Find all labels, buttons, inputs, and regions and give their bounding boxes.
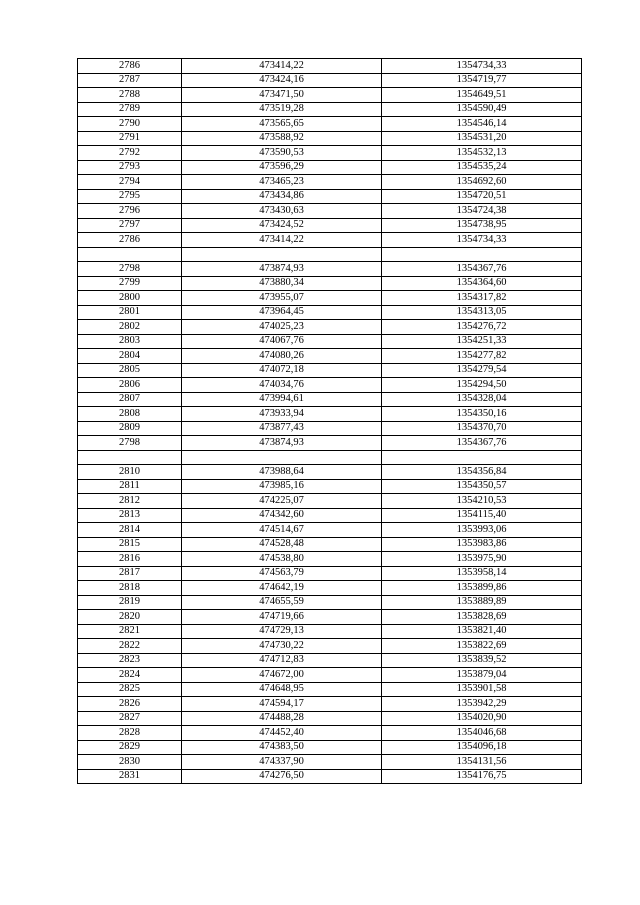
y-coordinate-cell: 1353901,58 — [382, 682, 582, 697]
x-coordinate-cell: 474648,95 — [182, 682, 382, 697]
x-coordinate-cell: 474072,18 — [182, 363, 382, 378]
table-row — [78, 204, 582, 219]
y-coordinate-cell: 1354313,05 — [382, 305, 582, 320]
point-number-cell: 2787 — [78, 73, 182, 88]
x-coordinate-cell: 474642,19 — [182, 581, 382, 596]
x-coordinate-cell: 473985,16 — [182, 479, 382, 494]
table-row — [78, 218, 582, 233]
x-coordinate-cell: 474025,23 — [182, 320, 382, 335]
y-coordinate-cell: 1353975,90 — [382, 552, 582, 567]
x-coordinate-cell: 473424,52 — [182, 218, 382, 233]
table-row — [78, 769, 582, 784]
point-number-cell: 2803 — [78, 334, 182, 349]
point-number-cell: 2793 — [78, 160, 182, 175]
table-row — [78, 276, 582, 291]
point-number-cell: 2808 — [78, 407, 182, 422]
table-row — [78, 755, 582, 770]
x-coordinate-cell: 473414,22 — [182, 233, 382, 248]
point-number-cell: 2799 — [78, 276, 182, 291]
x-coordinate-cell: 473596,29 — [182, 160, 382, 175]
y-coordinate-cell: 1354328,04 — [382, 392, 582, 407]
y-coordinate-cell: 1354210,53 — [382, 494, 582, 509]
y-coordinate-cell: 1354294,50 — [382, 378, 582, 393]
table-row — [78, 711, 582, 726]
y-coordinate-cell: 1354356,84 — [382, 465, 582, 480]
point-number-cell: 2806 — [78, 378, 182, 393]
x-coordinate-cell: 473877,43 — [182, 421, 382, 436]
x-coordinate-cell: 473933,94 — [182, 407, 382, 422]
table-row — [78, 537, 582, 552]
table-row — [78, 349, 582, 364]
table-row — [78, 146, 582, 161]
x-coordinate-cell: 473874,93 — [182, 262, 382, 277]
x-coordinate-cell: 474067,76 — [182, 334, 382, 349]
y-coordinate-cell: 1354590,49 — [382, 102, 582, 117]
table-row — [78, 740, 582, 755]
point-number-cell: 2815 — [78, 537, 182, 552]
x-coordinate-cell: 474080,26 — [182, 349, 382, 364]
point-number-cell: 2790 — [78, 117, 182, 132]
y-coordinate-cell: 1354350,57 — [382, 479, 582, 494]
table-row — [78, 233, 582, 248]
point-number-cell: 2814 — [78, 523, 182, 538]
point-number-cell: 2804 — [78, 349, 182, 364]
table-row — [78, 668, 582, 683]
point-number-cell: 2788 — [78, 88, 182, 103]
point-number-cell: 2786 — [78, 59, 182, 74]
point-number-cell: 2819 — [78, 595, 182, 610]
point-number-cell: 2786 — [78, 233, 182, 248]
x-coordinate-cell: 473434,86 — [182, 189, 382, 204]
x-coordinate-cell: 473988,64 — [182, 465, 382, 480]
y-coordinate-cell: 1353899,86 — [382, 581, 582, 596]
x-coordinate-cell: 474342,60 — [182, 508, 382, 523]
table-row — [78, 479, 582, 494]
point-number-cell — [78, 450, 182, 465]
point-number-cell: 2802 — [78, 320, 182, 335]
y-coordinate-cell: 1353821,40 — [382, 624, 582, 639]
x-coordinate-cell: 474452,40 — [182, 726, 382, 741]
point-number-cell: 2800 — [78, 291, 182, 306]
x-coordinate-cell: 474225,07 — [182, 494, 382, 509]
table-row — [78, 610, 582, 625]
point-number-cell: 2830 — [78, 755, 182, 770]
table-row — [78, 595, 582, 610]
x-coordinate-cell: 474488,28 — [182, 711, 382, 726]
table-row — [78, 465, 582, 480]
x-coordinate-cell: 473964,45 — [182, 305, 382, 320]
y-coordinate-cell: 1354370,70 — [382, 421, 582, 436]
table-row — [78, 291, 582, 306]
point-number-cell: 2828 — [78, 726, 182, 741]
x-coordinate-cell: 474383,50 — [182, 740, 382, 755]
x-coordinate-cell: 474337,90 — [182, 755, 382, 770]
table-row — [78, 363, 582, 378]
point-number-cell: 2811 — [78, 479, 182, 494]
y-coordinate-cell: 1354131,56 — [382, 755, 582, 770]
coordinates-table-body — [78, 59, 582, 784]
x-coordinate-cell: 473424,16 — [182, 73, 382, 88]
point-number-cell: 2818 — [78, 581, 182, 596]
y-coordinate-cell — [382, 247, 582, 262]
y-coordinate-cell: 1354367,76 — [382, 436, 582, 451]
x-coordinate-cell: 473588,92 — [182, 131, 382, 146]
point-number-cell: 2798 — [78, 436, 182, 451]
table-row — [78, 305, 582, 320]
y-coordinate-cell: 1353958,14 — [382, 566, 582, 581]
y-coordinate-cell: 1353828,69 — [382, 610, 582, 625]
point-number-cell: 2817 — [78, 566, 182, 581]
y-coordinate-cell: 1354719,77 — [382, 73, 582, 88]
coordinates-table — [77, 58, 582, 784]
table-row — [78, 653, 582, 668]
x-coordinate-cell: 473880,34 — [182, 276, 382, 291]
table-row — [78, 392, 582, 407]
point-number-cell: 2810 — [78, 465, 182, 480]
point-number-cell: 2826 — [78, 697, 182, 712]
y-coordinate-cell: 1354531,20 — [382, 131, 582, 146]
table-row — [78, 189, 582, 204]
y-coordinate-cell: 1354020,90 — [382, 711, 582, 726]
y-coordinate-cell: 1354535,24 — [382, 160, 582, 175]
y-coordinate-cell: 1354046,68 — [382, 726, 582, 741]
x-coordinate-cell: 473590,53 — [182, 146, 382, 161]
y-coordinate-cell: 1354276,72 — [382, 320, 582, 335]
y-coordinate-cell: 1354115,40 — [382, 508, 582, 523]
point-number-cell: 2794 — [78, 175, 182, 190]
x-coordinate-cell: 473955,07 — [182, 291, 382, 306]
table-row — [78, 624, 582, 639]
y-coordinate-cell: 1354277,82 — [382, 349, 582, 364]
point-number-cell: 2792 — [78, 146, 182, 161]
table-row — [78, 726, 582, 741]
y-coordinate-cell: 1353889,89 — [382, 595, 582, 610]
point-number-cell: 2822 — [78, 639, 182, 654]
table-row — [78, 247, 582, 262]
x-coordinate-cell: 474672,00 — [182, 668, 382, 683]
table-row — [78, 262, 582, 277]
table-row — [78, 639, 582, 654]
table-row — [78, 117, 582, 132]
y-coordinate-cell: 1354350,16 — [382, 407, 582, 422]
y-coordinate-cell: 1354724,38 — [382, 204, 582, 219]
x-coordinate-cell: 473414,22 — [182, 59, 382, 74]
table-row — [78, 378, 582, 393]
table-row — [78, 581, 582, 596]
table-row — [78, 552, 582, 567]
y-coordinate-cell: 1354176,75 — [382, 769, 582, 784]
y-coordinate-cell: 1354279,54 — [382, 363, 582, 378]
x-coordinate-cell: 473430,63 — [182, 204, 382, 219]
point-number-cell: 2807 — [78, 392, 182, 407]
table-row — [78, 59, 582, 74]
point-number-cell: 2829 — [78, 740, 182, 755]
point-number-cell: 2796 — [78, 204, 182, 219]
point-number-cell: 2823 — [78, 653, 182, 668]
point-number-cell: 2797 — [78, 218, 182, 233]
table-row — [78, 131, 582, 146]
table-row — [78, 494, 582, 509]
point-number-cell: 2791 — [78, 131, 182, 146]
point-number-cell: 2821 — [78, 624, 182, 639]
x-coordinate-cell: 473471,50 — [182, 88, 382, 103]
x-coordinate-cell — [182, 450, 382, 465]
table-row — [78, 407, 582, 422]
x-coordinate-cell: 474594,17 — [182, 697, 382, 712]
point-number-cell: 2816 — [78, 552, 182, 567]
y-coordinate-cell: 1353839,52 — [382, 653, 582, 668]
point-number-cell: 2789 — [78, 102, 182, 117]
y-coordinate-cell: 1354649,51 — [382, 88, 582, 103]
table-row — [78, 450, 582, 465]
point-number-cell: 2795 — [78, 189, 182, 204]
point-number-cell: 2801 — [78, 305, 182, 320]
y-coordinate-cell: 1353993,06 — [382, 523, 582, 538]
table-row — [78, 421, 582, 436]
point-number-cell: 2824 — [78, 668, 182, 683]
x-coordinate-cell — [182, 247, 382, 262]
y-coordinate-cell: 1354367,76 — [382, 262, 582, 277]
x-coordinate-cell: 474528,48 — [182, 537, 382, 552]
table-row — [78, 682, 582, 697]
y-coordinate-cell: 1353879,04 — [382, 668, 582, 683]
x-coordinate-cell: 474655,59 — [182, 595, 382, 610]
y-coordinate-cell: 1354317,82 — [382, 291, 582, 306]
point-number-cell: 2825 — [78, 682, 182, 697]
table-row — [78, 102, 582, 117]
x-coordinate-cell: 474034,76 — [182, 378, 382, 393]
point-number-cell: 2813 — [78, 508, 182, 523]
x-coordinate-cell: 473565,65 — [182, 117, 382, 132]
y-coordinate-cell: 1354692,60 — [382, 175, 582, 190]
x-coordinate-cell: 473994,61 — [182, 392, 382, 407]
x-coordinate-cell: 474514,67 — [182, 523, 382, 538]
y-coordinate-cell: 1354251,33 — [382, 334, 582, 349]
x-coordinate-cell: 474729,13 — [182, 624, 382, 639]
point-number-cell: 2805 — [78, 363, 182, 378]
y-coordinate-cell: 1353822,69 — [382, 639, 582, 654]
x-coordinate-cell: 473874,93 — [182, 436, 382, 451]
table-row — [78, 73, 582, 88]
table-row — [78, 566, 582, 581]
y-coordinate-cell: 1354096,18 — [382, 740, 582, 755]
y-coordinate-cell: 1354546,14 — [382, 117, 582, 132]
point-number-cell: 2798 — [78, 262, 182, 277]
table-row — [78, 88, 582, 103]
x-coordinate-cell: 473519,28 — [182, 102, 382, 117]
x-coordinate-cell: 474563,79 — [182, 566, 382, 581]
y-coordinate-cell: 1354532,13 — [382, 146, 582, 161]
table-row — [78, 175, 582, 190]
table-row — [78, 436, 582, 451]
x-coordinate-cell: 474712,83 — [182, 653, 382, 668]
y-coordinate-cell: 1354738,95 — [382, 218, 582, 233]
y-coordinate-cell: 1354734,33 — [382, 233, 582, 248]
table-row — [78, 508, 582, 523]
point-number-cell: 2827 — [78, 711, 182, 726]
x-coordinate-cell: 474730,22 — [182, 639, 382, 654]
point-number-cell: 2820 — [78, 610, 182, 625]
point-number-cell: 2812 — [78, 494, 182, 509]
y-coordinate-cell: 1354364,60 — [382, 276, 582, 291]
point-number-cell: 2831 — [78, 769, 182, 784]
x-coordinate-cell: 474538,80 — [182, 552, 382, 567]
x-coordinate-cell: 474276,50 — [182, 769, 382, 784]
table-row — [78, 697, 582, 712]
y-coordinate-cell: 1354734,33 — [382, 59, 582, 74]
x-coordinate-cell: 473465,23 — [182, 175, 382, 190]
y-coordinate-cell: 1353942,29 — [382, 697, 582, 712]
table-row — [78, 334, 582, 349]
point-number-cell: 2809 — [78, 421, 182, 436]
table-row — [78, 320, 582, 335]
y-coordinate-cell: 1354720,51 — [382, 189, 582, 204]
x-coordinate-cell: 474719,66 — [182, 610, 382, 625]
table-row — [78, 160, 582, 175]
y-coordinate-cell: 1353983,86 — [382, 537, 582, 552]
point-number-cell — [78, 247, 182, 262]
table-row — [78, 523, 582, 538]
y-coordinate-cell — [382, 450, 582, 465]
